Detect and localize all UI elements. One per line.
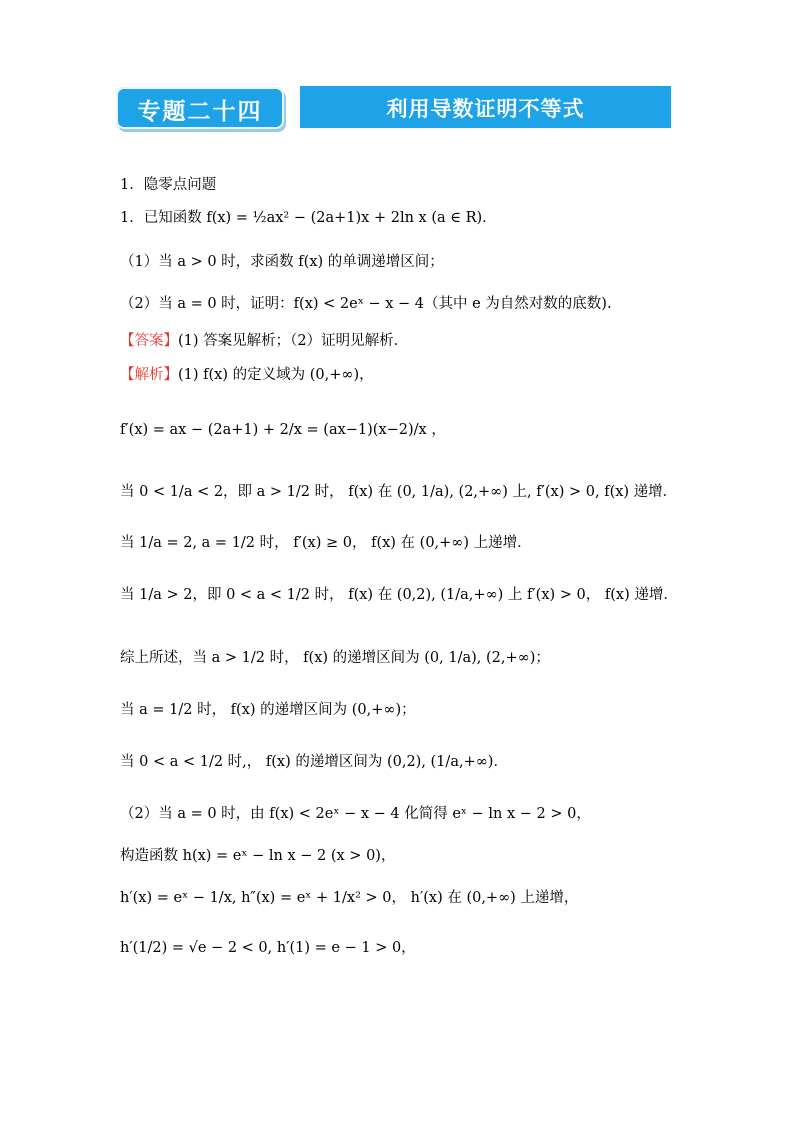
- part2-line-2: 构造函数 h(x) = eˣ − ln x − 2 (x > 0)，: [120, 848, 396, 864]
- problem-statement: 1．已知函数 f(x) = ½ax² − (2a+1)x + 2ln x (a ∈ R)．: [120, 210, 497, 226]
- derivative-line: f′(x) = ax − (2a+1) + 2/x = (ax−1)(x−2)/x ，: [120, 422, 446, 438]
- topic-number-badge: [116, 87, 284, 129]
- case-line-1: 当 0 < 1/a < 2，即 a > 1/2 时， f(x) 在 (0, 1/a), (2,+∞) 上, f′(x) > 0, f(x) 递增．: [120, 484, 678, 500]
- summary-line-1: 综上所述，当 a > 1/2 时， f(x) 的递增区间为 (0, 1/a), (2,+∞)；: [120, 650, 550, 666]
- question-part-1: （1）当 a > 0 时，求函数 f(x) 的单调递增区间；: [120, 254, 444, 270]
- summary-line-2: 当 a = 1/2 时， f(x) 的递增区间为 (0,+∞)；: [120, 702, 416, 718]
- question-part-2: （2）当 a = 0 时，证明：f(x) < 2eˣ − x − 4（其中 e 为自然对数的底数).: [120, 296, 612, 312]
- answer-line: 【答案】(1) 答案见解析；（2）证明见解析．: [120, 333, 409, 349]
- part2-line-1: （2）当 a = 0 时，由 f(x) < 2eˣ − x − 4 化简得 eˣ − ln x − 2 > 0，: [120, 806, 591, 822]
- case-line-2: 当 1/a = 2, a = 1/2 时， f′(x) ≥ 0， f(x) 在 (0,+∞) 上递增．: [120, 535, 532, 551]
- part2-line-3: h′(x) = eˣ − 1/x, h″(x) = eˣ + 1/x² > 0， h′(x) 在 (0,+∞) 上递增，: [120, 890, 579, 906]
- answer-label: 【答案】: [120, 333, 178, 349]
- solution-line-1: 【解析】(1) f(x) 的定义域为 (0,+∞)，: [120, 367, 374, 383]
- case-line-3: 当 1/a > 2，即 0 < a < 1/2 时， f(x) 在 (0,2), (1/a,+∞) 上 f′(x) > 0， f(x) 递增．: [120, 587, 678, 603]
- topic-number: 专题二十四: [137, 99, 263, 125]
- part2-line-4: h′(1/2) = √e − 2 < 0, h′(1) = e − 1 > 0，: [120, 940, 416, 956]
- section-heading: 1．隐零点问题: [120, 177, 217, 193]
- topic-title-banner: [300, 86, 671, 128]
- solution-label: 【解析】: [120, 367, 178, 383]
- summary-line-3: 当 0 < a < 1/2 时,， f(x) 的递增区间为 (0,2), (1/a,+∞)．: [120, 754, 508, 770]
- topic-title: 利用导数证明不等式: [386, 97, 585, 121]
